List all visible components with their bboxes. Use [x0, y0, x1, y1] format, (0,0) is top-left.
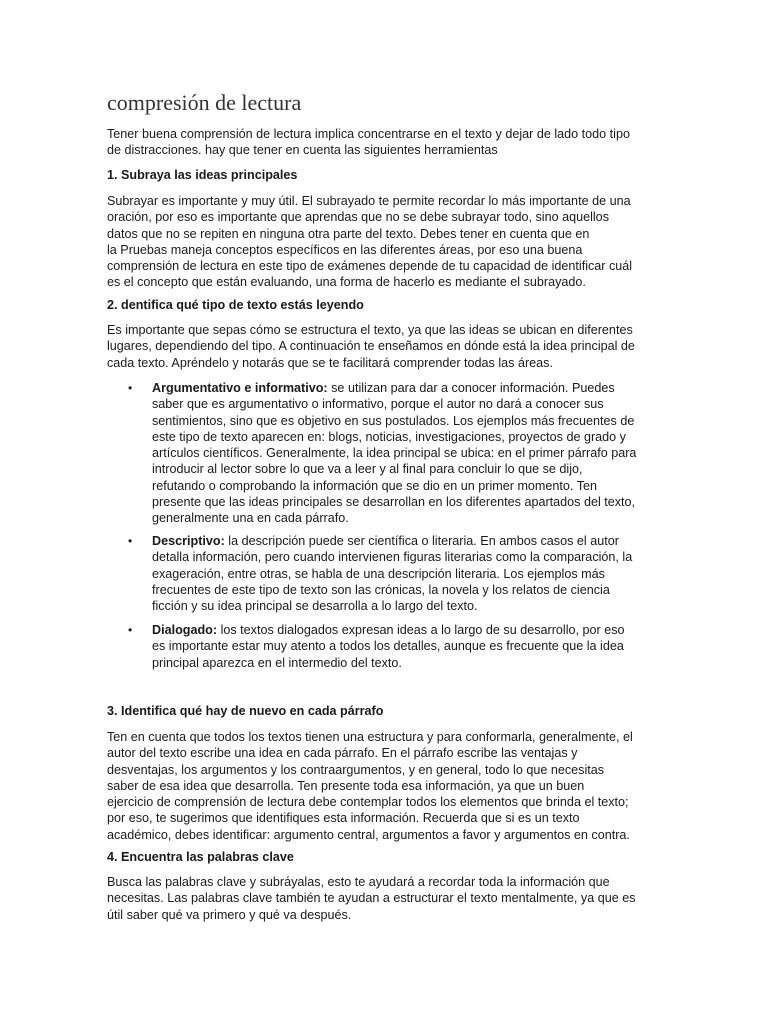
paragraph-line: Subrayar es importante y muy útil. El subrayado te permite recordar lo más importante de una	[107, 194, 631, 208]
bullet-line: presente que las ideas principales se desarrollan en los diferentes apartados del texto,	[152, 495, 636, 510]
bullet-line: sentimientos, sino que es objetivo en sus postulados. Los ejemplos más frecuentes de	[152, 413, 635, 428]
bullet-line: frecuentes de este tipo de texto son las crónicas, la novela y los relatos de ciencia	[152, 582, 610, 597]
bullet-text	[152, 533, 672, 614]
paragraph-line: académico, debes identificar: argumento central, argumentos a favor y argumentos en contra.	[107, 827, 630, 842]
bullet-icon: •	[128, 534, 133, 548]
bullet-icon: •	[128, 623, 133, 637]
paragraph-line: saber de esa idea que desarrolla. Ten presente toda esa información, ya que un buen	[107, 778, 585, 793]
page-title: compresión de lectura	[107, 90, 302, 115]
bullet-line: ficción y su idea principal se desarrolla a lo largo del texto.	[152, 599, 478, 614]
paragraph-line: lugares, dependiendo del tipo. A continuación te enseñamos en dónde está la idea principal de	[107, 339, 635, 354]
bullet-text	[152, 622, 672, 671]
section-4-heading: 4. Encuentra las palabras clave	[107, 850, 294, 864]
bullet-line: la descripción puede ser científica o literaria. En ambos casos el autor	[224, 534, 619, 548]
section-1-paragraph	[107, 193, 667, 291]
bullet-line: refutando o comprobando la información que se dio en un primer momento. Ten	[152, 478, 598, 493]
bullet-text	[152, 380, 672, 527]
intro-line: de distracciones. hay que tener en cuenta las siguientes herramientas	[107, 143, 498, 158]
bullet-line: saber que es argumentativo o informativo, porque el autor no dará a conocer sus	[152, 397, 604, 412]
bullet-line: es importante estar muy atento a todos los detalles, aunque es frecuente que la idea	[152, 639, 624, 654]
bullet-line: exageración, entre otras, se habla de una descripción literaria. Los ejemplos más	[152, 566, 605, 581]
bullet-term: Descriptivo:	[152, 534, 225, 548]
intro-paragraph	[107, 126, 667, 159]
bullet-icon: •	[128, 381, 133, 395]
bullet-line: se utilizan para dar a conocer información. Puedes	[327, 381, 615, 395]
section-2-paragraph	[107, 322, 667, 371]
bullet-line: detalla información, pero cuando intervienen figuras literarias como la comparación, la	[152, 550, 633, 565]
paragraph-line: datos que no se repiten en ninguna otra parte del texto. Debes tener en cuenta que en	[107, 226, 590, 241]
section-2-heading: 2. dentifica qué tipo de texto estás leyendo	[107, 298, 364, 312]
paragraph-line: Ten en cuenta que todos los textos tienen una estructura y para conformarla, generalmente, el	[107, 730, 633, 744]
paragraph-line: la Pruebas maneja conceptos específicos en las diferentes áreas, por eso una buena	[107, 242, 583, 257]
paragraph-line: es el concepto que están evaluando, una forma de hacerlo es mediante el subrayado.	[107, 275, 586, 290]
bullet-line: principal aparezca en el intermedio del texto.	[152, 655, 402, 670]
intro-line: Tener buena comprensión de lectura implica concentrarse en el texto y dejar de lado todo tipo	[107, 127, 630, 141]
paragraph-line: necesitas. Las palabras clave también te ayudan a estructurar el texto mentalmente, ya que es	[107, 891, 636, 906]
paragraph-line: Es importante que sepas cómo se estructura el texto, ya que las ideas se ubican en diferentes	[107, 323, 633, 337]
bullet-line: los textos dialogados expresan ideas a lo largo de su desarrollo, por eso	[217, 623, 625, 637]
bullet-line: introducir al lector sobre lo que va a leer y al final para concluir lo que se dijo,	[152, 462, 583, 477]
paragraph-line: por eso, te sugerimos que identifiques esta información. Recuerda que si es un texto	[107, 811, 580, 826]
bullet-term: Dialogado:	[152, 623, 218, 637]
bullet-line: generalmente una en cada párrafo.	[152, 511, 349, 526]
paragraph-line: útil saber qué va primero y qué va después.	[107, 907, 352, 922]
paragraph-line: oración, por eso es importante que aprendas que no se debe subrayar todo, sino aquellos	[107, 210, 609, 225]
paragraph-line: comprensión de lectura en este tipo de exámenes depende de tu capacidad de identificar cuál	[107, 259, 633, 274]
bullet-line: este tipo de texto aparecen en: blogs, noticias, investigaciones, proyectos de grado y	[152, 429, 626, 444]
section-1-heading: 1. Subraya las ideas principales	[107, 168, 298, 182]
section-3-heading: 3. Identifica qué hay de nuevo en cada párrafo	[107, 704, 384, 718]
bullet-line: artículos científicos. Generalmente, la idea principal se ubica: en el primer párrafo para	[152, 446, 637, 461]
paragraph-line: cada texto. Apréndelo y notarás que se te facilitará comprender todas las áreas.	[107, 355, 553, 370]
paragraph-line: Busca las palabras clave y subráyalas, esto te ayudará a recordar toda la información que	[107, 875, 610, 889]
bullet-term: Argumentativo e informativo:	[152, 381, 328, 395]
section-3-paragraph	[107, 729, 667, 843]
paragraph-line: autor del texto escribe una idea en cada párrafo. En el párrafo escribe las ventajas y	[107, 746, 578, 761]
paragraph-line: ejercicio de comprensión de lectura debe contemplar todos los elementos que brinda el texto;	[107, 795, 629, 810]
paragraph-line: desventajas, los argumentos y los contraargumentos, y en general, todo lo que necesitas	[107, 762, 605, 777]
section-4-paragraph	[107, 874, 667, 923]
